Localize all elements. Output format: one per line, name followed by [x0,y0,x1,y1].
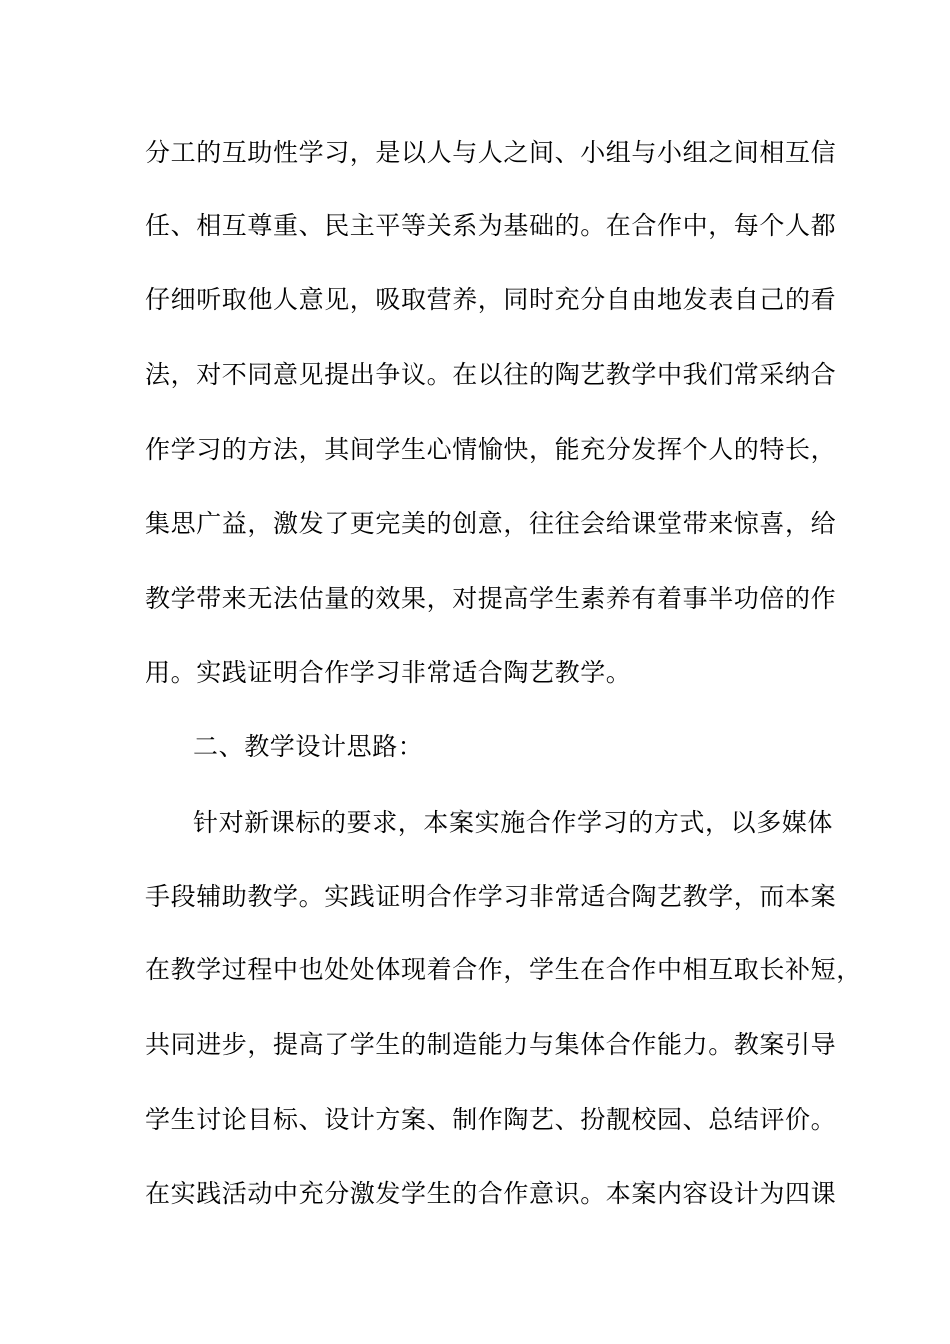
paragraph-line: 学生讨论目标、设计方案、制作陶艺、扮靓校园、总结评价。 [145,1105,837,1134]
paragraph-line: 手段辅助教学。实践证明合作学习非常适合陶艺教学，而本案 [145,882,837,911]
paragraph-line: 在教学过程中也处处体现着合作，学生在合作中相互取长补短， [145,955,862,984]
paragraph-line: 作学习的方法，其间学生心情愉快，能充分发挥个人的特长， [145,435,837,464]
paragraph-line: 共同进步，提高了学生的制造能力与集体合作能力。教案引导 [145,1030,837,1059]
section-heading: 二、教学设计思路： [193,732,424,761]
paragraph-line: 针对新课标的要求，本案实施合作学习的方式，以多媒体 [193,808,834,837]
paragraph-line: 法，对不同意见提出争议。在以往的陶艺教学中我们常采纳合 [145,360,837,389]
paragraph-line: 任、相互尊重、民主平等关系为基础的。在合作中，每个人都 [145,211,837,240]
paragraph-line: 教学带来无法估量的效果，对提高学生素养有着事半功倍的作 [145,584,837,613]
paragraph-line: 分工的互助性学习，是以人与人之间、小组与小组之间相互信 [145,138,837,167]
paragraph-line: 在实践活动中充分激发学生的合作意识。本案内容设计为四课 [145,1179,837,1208]
paragraph-line: 集思广益，激发了更完美的创意，往往会给课堂带来惊喜，给 [145,509,837,538]
paragraph-line: 用。实践证明合作学习非常适合陶艺教学。 [145,658,632,687]
paragraph-line: 仔细听取他人意见，吸取营养，同时充分自由地发表自己的看 [145,285,837,314]
